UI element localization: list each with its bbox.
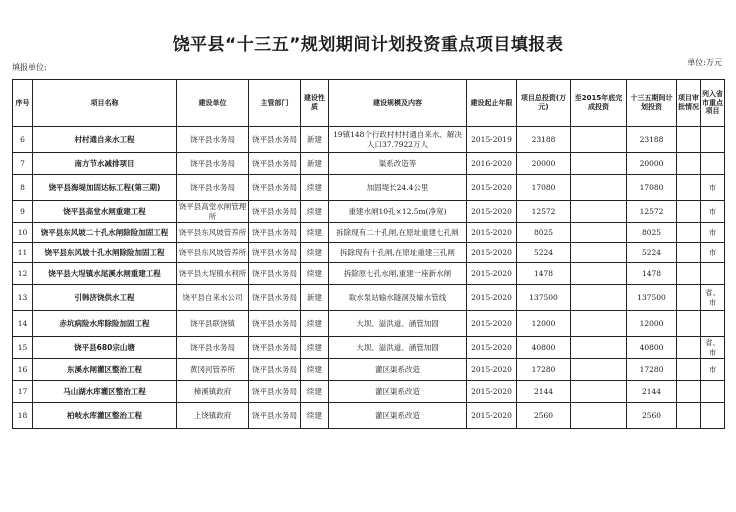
cell-plan135: 20000: [627, 153, 677, 175]
page-title: 饶平县“十三五”规划期间计划投资重点项目填报表: [172, 35, 564, 55]
cell-plan135: 23188: [627, 127, 677, 153]
cell-period: 2015-2020: [467, 403, 517, 429]
cell-key: [701, 403, 725, 429]
project-table: [12, 79, 725, 429]
cell-seq: 16: [13, 359, 33, 381]
cell-plan135: 12572: [627, 201, 677, 223]
cell-unit: 饶平县水务局: [177, 175, 249, 201]
cell-unit: 饶平县水务局: [177, 337, 249, 359]
cell-approval: [677, 263, 701, 285]
cell-total: 137500: [517, 285, 571, 311]
cell-approval: [677, 403, 701, 429]
table-row: [13, 285, 725, 311]
table-row: [13, 175, 725, 201]
cell-name: 饶平县东风坡十孔水闸除险加固工程: [33, 243, 177, 263]
cell-dept: 饶平县水务局: [249, 263, 301, 285]
cell-dept: 饶平县水务局: [249, 201, 301, 223]
table-row: [13, 127, 725, 153]
cell-period: 2015-2020: [467, 201, 517, 223]
cell-total: 5224: [517, 243, 571, 263]
cell-period: 2015-2020: [467, 359, 517, 381]
cell-seq: 17: [13, 381, 33, 403]
cell-dept: 饶平县水务局: [249, 175, 301, 201]
cell-done2015: [571, 403, 627, 429]
table-row: [13, 201, 725, 223]
table-header-row: [13, 80, 725, 127]
cell-total: 40800: [517, 337, 571, 359]
cell-key: 市: [701, 359, 725, 381]
header-plan135: 十三五期间计划投资: [627, 80, 677, 127]
table-row: [13, 153, 725, 175]
cell-nature: 续建: [301, 175, 329, 201]
cell-key: [701, 127, 725, 153]
cell-dept: 饶平县水务局: [249, 243, 301, 263]
table-row: [13, 359, 725, 381]
cell-unit: 饶平县联饶镇: [177, 311, 249, 337]
cell-name: 马山湖水库灌区整治工程: [33, 381, 177, 403]
cell-name: 南方节水减排项目: [33, 153, 177, 175]
cell-name: 饶平县大埕镇水尾溪水闸重建工程: [33, 263, 177, 285]
cell-approval: [677, 381, 701, 403]
cell-approval: [677, 153, 701, 175]
cell-nature: 续建: [301, 337, 329, 359]
filler-label: 填报单位:: [12, 63, 47, 72]
cell-nature: 续建: [301, 311, 329, 337]
header-key: 列入省市重点项目: [701, 80, 725, 127]
cell-seq: 11: [13, 243, 33, 263]
cell-name: 东溪水闸灌区整治工程: [33, 359, 177, 381]
cell-dept: 饶平县水务局: [249, 337, 301, 359]
table-row: [13, 223, 725, 243]
cell-seq: 18: [13, 403, 33, 429]
cell-period: 2015-2020: [467, 263, 517, 285]
cell-period: 2015-2020: [467, 175, 517, 201]
cell-key: [701, 153, 725, 175]
cell-unit: 上饶镇政府: [177, 403, 249, 429]
cell-done2015: [571, 285, 627, 311]
cell-key: 市: [701, 243, 725, 263]
cell-name: 赤坑病险水库除险加固工程: [33, 311, 177, 337]
cell-unit: 饶平县自来水公司: [177, 285, 249, 311]
cell-seq: 13: [13, 285, 33, 311]
cell-total: 17280: [517, 359, 571, 381]
cell-total: 20000: [517, 153, 571, 175]
cell-nature: 续建: [301, 359, 329, 381]
cell-nature: 续建: [301, 201, 329, 223]
cell-approval: [677, 175, 701, 201]
cell-key: 市: [701, 175, 725, 201]
header-period: 建设起止年限: [467, 80, 517, 127]
cell-seq: 14: [13, 311, 33, 337]
cell-key: [701, 381, 725, 403]
cell-scale: 灌区渠系改造: [329, 403, 467, 429]
cell-key: 市: [701, 201, 725, 223]
cell-plan135: 17280: [627, 359, 677, 381]
cell-key: [701, 263, 725, 285]
cell-scale: 19镇148个行政村村村通自来水、解决人口37.7922万人: [329, 127, 467, 153]
cell-scale: 拆除现有二十孔闸,在原址重建七孔闸: [329, 223, 467, 243]
cell-period: 2015-2020: [467, 243, 517, 263]
cell-unit: 饶平县东风坡管养所: [177, 243, 249, 263]
header-dept: 主管部门: [249, 80, 301, 127]
cell-plan135: 1478: [627, 263, 677, 285]
header-nature: 建设性质: [301, 80, 329, 127]
cell-done2015: [571, 175, 627, 201]
cell-approval: [677, 359, 701, 381]
cell-plan135: 2144: [627, 381, 677, 403]
header-total: 项目总投资(万元): [517, 80, 571, 127]
cell-scale: 大坝、溢洪道、涵管加固: [329, 311, 467, 337]
cell-plan135: 17080: [627, 175, 677, 201]
cell-name: 柏岐水库灌区整治工程: [33, 403, 177, 429]
cell-approval: [677, 285, 701, 311]
cell-nature: 续建: [301, 381, 329, 403]
cell-approval: [677, 337, 701, 359]
cell-plan135: 40800: [627, 337, 677, 359]
cell-approval: [677, 243, 701, 263]
cell-seq: 15: [13, 337, 33, 359]
cell-done2015: [571, 311, 627, 337]
cell-approval: [677, 223, 701, 243]
cell-done2015: [571, 337, 627, 359]
cell-unit: 饶平县东风坡管养所: [177, 223, 249, 243]
cell-unit: 饶平县水务局: [177, 127, 249, 153]
table-row: [13, 263, 725, 285]
cell-name: 饶平县高堂水闸重建工程: [33, 201, 177, 223]
header-scale: 建设规模及内容: [329, 80, 467, 127]
cell-scale: 大坝、溢洪道、涵管加固: [329, 337, 467, 359]
cell-dept: 饶平县水务局: [249, 223, 301, 243]
cell-key: [701, 311, 725, 337]
cell-scale: 灌区渠系改造: [329, 381, 467, 403]
cell-dept: 饶平县水务局: [249, 285, 301, 311]
table-row: [13, 381, 725, 403]
cell-name: 村村通自来水工程: [33, 127, 177, 153]
cell-scale: 渠系改造等: [329, 153, 467, 175]
cell-nature: 新建: [301, 285, 329, 311]
cell-dept: 饶平县水务局: [249, 403, 301, 429]
cell-seq: 12: [13, 263, 33, 285]
cell-done2015: [571, 153, 627, 175]
header-name: 项目名称: [33, 80, 177, 127]
header-unit: 建设单位: [177, 80, 249, 127]
header-done2015: 至2015年底完成投资: [571, 80, 627, 127]
cell-seq: 8: [13, 175, 33, 201]
cell-unit: 饶平县水务局: [177, 153, 249, 175]
cell-unit: 黄冈河管养所: [177, 359, 249, 381]
cell-total: 23188: [517, 127, 571, 153]
cell-done2015: [571, 201, 627, 223]
cell-total: 17080: [517, 175, 571, 201]
header-approval: 项目审批情况: [677, 80, 701, 127]
cell-total: 2560: [517, 403, 571, 429]
cell-key: 市: [701, 223, 725, 243]
cell-dept: 饶平县水务局: [249, 153, 301, 175]
cell-done2015: [571, 243, 627, 263]
table-row: [13, 337, 725, 359]
cell-nature: 续建: [301, 263, 329, 285]
cell-period: 2015-2020: [467, 311, 517, 337]
cell-dept: 饶平县水务局: [249, 359, 301, 381]
cell-name: 引韩济饶供水工程: [33, 285, 177, 311]
cell-name: 饶平县东风坡二十孔水闸除险加固工程: [33, 223, 177, 243]
cell-total: 1478: [517, 263, 571, 285]
cell-key: 省、市: [701, 285, 725, 311]
cell-period: 2015-2020: [467, 337, 517, 359]
cell-approval: [677, 311, 701, 337]
cell-scale: 灌区渠系改造: [329, 359, 467, 381]
cell-total: 2144: [517, 381, 571, 403]
cell-period: 2015-2020: [467, 285, 517, 311]
table-row: [13, 311, 725, 337]
cell-seq: 7: [13, 153, 33, 175]
cell-dept: 饶平县水务局: [249, 381, 301, 403]
cell-done2015: [571, 263, 627, 285]
cell-name: 饶平县海堤加固达标工程(第三期): [33, 175, 177, 201]
cell-seq: 9: [13, 201, 33, 223]
cell-unit: 饶平县高堂水闸管理所: [177, 201, 249, 223]
cell-period: 2015-2020: [467, 223, 517, 243]
cell-nature: 续建: [301, 223, 329, 243]
table-row: [13, 403, 725, 429]
cell-scale: 重建水闸10孔×12.5m(净宽): [329, 201, 467, 223]
cell-scale: 取水泵站输水隧洞及输水管线: [329, 285, 467, 311]
cell-name: 饶平县680宗山塘: [33, 337, 177, 359]
cell-plan135: 5224: [627, 243, 677, 263]
header-seq: 序号: [13, 80, 33, 127]
cell-nature: 新建: [301, 153, 329, 175]
unit-label: 单位:万元: [687, 58, 722, 67]
cell-approval: [677, 201, 701, 223]
cell-unit: 樟溪镇政府: [177, 381, 249, 403]
cell-total: 12572: [517, 201, 571, 223]
cell-total: 12000: [517, 311, 571, 337]
cell-plan135: 137500: [627, 285, 677, 311]
cell-done2015: [571, 223, 627, 243]
cell-seq: 10: [13, 223, 33, 243]
cell-approval: [677, 127, 701, 153]
cell-period: 2015-2019: [467, 127, 517, 153]
cell-plan135: 12000: [627, 311, 677, 337]
cell-period: 2015-2020: [467, 381, 517, 403]
table-row: [13, 243, 725, 263]
cell-done2015: [571, 127, 627, 153]
cell-nature: 续建: [301, 243, 329, 263]
cell-total: 8025: [517, 223, 571, 243]
cell-plan135: 8025: [627, 223, 677, 243]
cell-scale: 拆除现有十孔闸,在原址重建三孔闸: [329, 243, 467, 263]
cell-key: 省、市: [701, 337, 725, 359]
cell-nature: 新建: [301, 127, 329, 153]
cell-unit: 饶平县大埕镇水利所: [177, 263, 249, 285]
cell-seq: 6: [13, 127, 33, 153]
cell-dept: 饶平县水务局: [249, 127, 301, 153]
cell-plan135: 2560: [627, 403, 677, 429]
cell-done2015: [571, 381, 627, 403]
cell-dept: 饶平县水务局: [249, 311, 301, 337]
cell-scale: 拆除原七孔水闸,重建一座新水闸: [329, 263, 467, 285]
cell-period: 2016-2020: [467, 153, 517, 175]
cell-done2015: [571, 359, 627, 381]
cell-scale: 加固堤长24.4公里: [329, 175, 467, 201]
cell-nature: 续建: [301, 403, 329, 429]
